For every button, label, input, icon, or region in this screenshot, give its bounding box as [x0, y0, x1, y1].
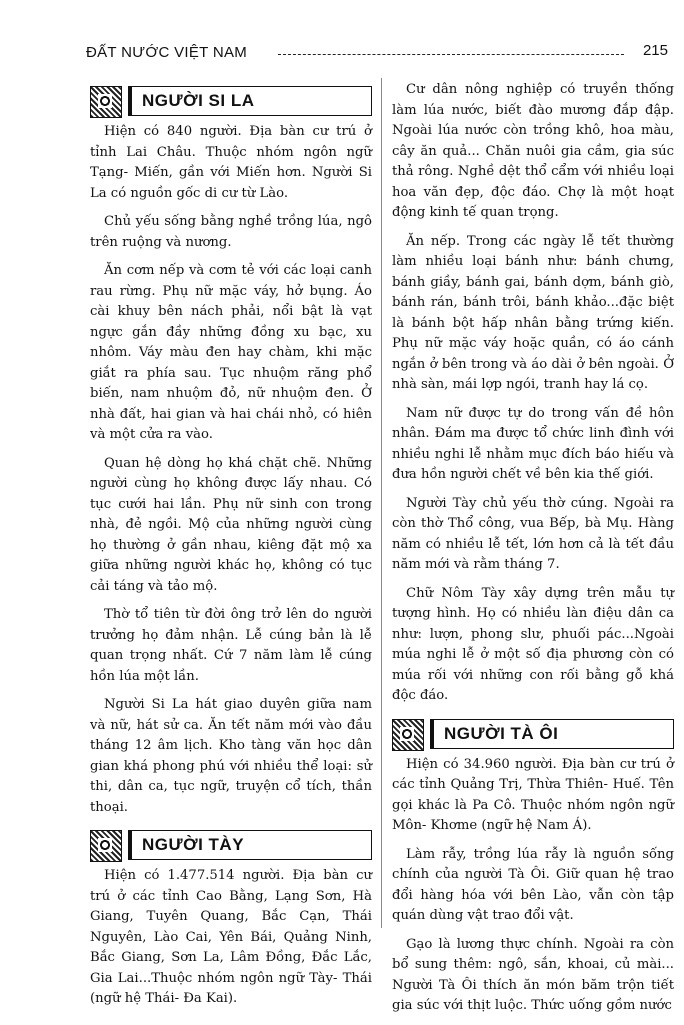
column-divider: [381, 78, 382, 928]
heading-box: [128, 86, 372, 116]
paragraph: Thờ tổ tiên từ đời ông trở lên do người trưởng họ đảm nhận. Lễ cúng bản là lễ quan trọng nhất. Cứ 7 năm làm lễ cúng hồn lúa một lần.: [90, 607, 372, 684]
heading-box: [128, 830, 372, 860]
paragraph: Người Si La hát giao duyên giữa nam và nữ, hát sử ca. Ăn tết năm mới vào đầu tháng 12 âm lịch. Kho tàng văn học dân gian khá phong phú với nhiều thể loại: sử thi, dân ca, tục ngữ, truyện cổ tích, thần thoại.: [90, 697, 372, 815]
right-column: [392, 80, 674, 1025]
section-title: NGƯỜI TÀY: [142, 835, 245, 854]
paragraph: Nam nữ được tự do trong vấn đề hôn nhân. Đám ma được tổ chức linh đình với nhiều nghi lễ nhằm mục đích báo hiếu và đưa hồn người chết về bên kia thế giới.: [392, 405, 674, 482]
section-title: NGƯỜI TÀ ÔI: [444, 723, 559, 743]
paragraph: Chữ Nôm Tày xây dựng trên mẫu tự tượng hình. Họ có nhiều làn điệu dân ca như: lượn, phong slư, phuối pác...Ngoài múa nghi lễ ở một số địa phương còn có múa rối với những con rối bằng gỗ khá độc đáo.: [392, 585, 674, 703]
header-rule: [278, 54, 624, 55]
page-header: [86, 40, 668, 64]
running-title: ĐẤT NƯỚC VIỆT NAM: [86, 44, 248, 61]
section-heading-si-la: [90, 86, 372, 116]
page-number: 215: [642, 42, 668, 59]
paragraph: Gạo là lương thực chính. Ngoài ra còn bổ sung thêm: ngô, sắn, khoai, củ mài... Người Tà Ôi thích ăn món băm trộn tiết gia súc với thịt luộc. Thức uống gồm nước: [392, 936, 674, 1013]
ornament-icon: [90, 86, 122, 118]
section-heading-tay: [90, 830, 372, 860]
paragraph: Hiện có 34.960 người. Địa bàn cư trú ở các tỉnh Quảng Trị, Thừa Thiên- Huế. Tên gọi khác là Pa Cô. Thuộc nhóm ngôn ngữ Môn- Khơme (ngữ hệ Nam Á).: [392, 756, 674, 833]
paragraph: Hiện có 1.477.514 người. Địa bàn cư trú ở các tỉnh Cao Bằng, Lạng Sơn, Hà Giang, Tuyên Quang, Bắc Cạn, Thái Nguyên, Lào Cai, Yên Bái, Quảng Ninh, Bắc Giang, Sơn La, Lâm Đồng, Đắc Lắc, Gia Lai...Thuộc nhóm ngôn ngữ Tày- Thái (ngữ hệ Thái- Đa Kai).: [90, 868, 372, 1006]
ornament-icon: [90, 830, 122, 862]
paragraph: Người Tày chủ yếu thờ cúng. Ngoài ra còn thờ Thổ công, vua Bếp, bà Mụ. Hàng năm có nhiều lễ tết, lớn hơn cả là tết đầu năm mới và rằm tháng 7.: [392, 495, 674, 572]
paragraph: Ăn cơm nếp và cơm tẻ với các loại canh rau rừng. Phụ nữ mặc váy, hở bụng. Áo cài khuy bên nách phải, nổi bật là vạt ngực gắn đầy những đồng xu bạc, xu nhôm. Váy màu đen hay chàm, khi mặc giắt ra phía sau. Tục nhuộm răng phổ biến, nam nhuộm đỏ, nữ nhuộm đen. Ở nhà đất, hai gian và hai chái nhỏ, có hiên và một cửa ra vào.: [90, 263, 372, 442]
heading-box: [430, 719, 674, 749]
paragraph: Hiện có 840 người. Địa bàn cư trú ở tỉnh Lai Châu. Thuộc nhóm ngôn ngữ Tạng- Miến, gần với Miến hơn. Người Si La có nguồn gốc di cư từ Lào.: [90, 124, 372, 201]
paragraph: Chủ yếu sống bằng nghề trồng lúa, ngô trên ruộng và nương.: [90, 214, 372, 250]
ornament-icon: [392, 719, 424, 751]
left-column: [90, 80, 372, 1018]
paragraph: Cư dân nông nghiệp có truyền thống làm lúa nước, biết đào mương đắp đập. Ngoài lúa nước còn trồng khô, hoa màu, cây ăn quả... Chăn nuôi gia cầm, gia súc thả rông. Nghề dệt thổ cẩm với nhiều loại hoa văn đẹp, độc đáo. Chợ là một hoạt động kinh tế quan trọng.: [392, 82, 674, 220]
section-heading-ta-oi: [392, 719, 674, 749]
paragraph: Ăn nếp. Trong các ngày lễ tết thường làm nhiều loại bánh như: bánh chưng, bánh giầy, bánh gai, bánh dợm, bánh giò, bánh rán, bánh trôi, bánh khảo...đặc biệt là bánh bột hấp nhân bằng trứng kiến. Phụ nữ mặc váy hoặc quần, có áo cánh ngắn ở bên trong và áo dài ở bên ngoài. Ở nhà sàn, mái lợp ngói, tranh hay lá cọ.: [392, 233, 674, 392]
section-title: NGƯỜI SI LA: [142, 91, 255, 110]
paragraph: Quan hệ dòng họ khá chặt chẽ. Những người cùng họ không được lấy nhau. Có tục cưới hai lần. Phụ nữ sinh con trong nhà, đẻ ngồi. Mộ của những người cùng họ thường ở gần nhau, kiêng đặt mộ xa giữa những người khác họ, không có tục cải táng và tảo mộ.: [90, 455, 372, 594]
paragraph: Làm rẫy, trồng lúa rẫy là nguồn sống chính của người Tà Ôi. Giữ quan hệ trao đổi hàng hóa với bên Lào, vẫn còn tập quán dùng vật trao đổi vật.: [392, 846, 674, 923]
